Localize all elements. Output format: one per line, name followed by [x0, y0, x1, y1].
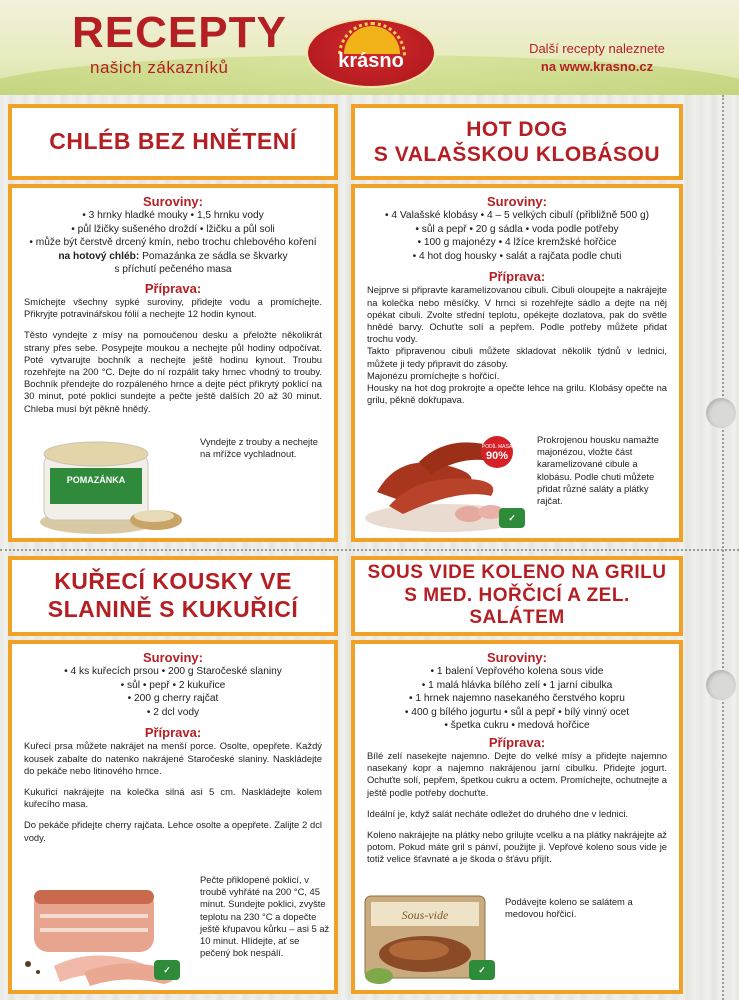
spread-on-toast: [134, 510, 174, 522]
recipe-title: CHLÉB BEZ HNĚTENÍ: [49, 128, 297, 155]
ingredient-line: • 4 Valašské klobásy • 4 – 5 velkých cibulí (přibližně 500 g): [384, 210, 650, 221]
ingredient-line: • 3 hrnky hladké mouky • 1,5 hrnku vody: [82, 210, 264, 221]
ingredient-line: • 4 ks kuřecích prsou • 200 g Staročeské slaniny: [64, 666, 282, 677]
prep-paragraph: Smíchejte všechny sypké suroviny, přidejte vodu a promíchejte. Přikryjte potravinářskou fólií a nechejte 12 hodin kynout.: [24, 295, 322, 320]
quality-seal-icon: ✓: [154, 960, 180, 980]
badge-caption: PODÍL MASA: [481, 444, 513, 450]
more-recipes-link[interactable]: na www.krasno.cz: [540, 59, 654, 74]
prep-paragraph: Bílé zelí nasekejte najemno. Dejte do velké mísy a přidejte najemno nasekaný kopr a najemno nakrájenou jarní cibulku. Přidejte jogurt. Ochuťte solí, pepřem, špetkou cukru a octem. Promíchejte, ochutnejte a ještě podle potřeby dochuťte.: [367, 749, 667, 798]
salad-leaves: [365, 968, 393, 984]
prep-paragraph: Housky na hot dog prokrojte a opečte lehce na grilu. Klobásy opečte na grilu, pěkně dokřupava.: [367, 382, 667, 406]
ingredients-heading: Suroviny:: [487, 194, 547, 209]
recipe-title-box: [8, 556, 338, 636]
prep-text: [24, 740, 322, 843]
tub-lid: [44, 442, 148, 466]
prep-paragraph: Nejprve si připravte karamelizovanou cibuli. Cibuli oloupejte a nakrájejte na kolečka nebo měsíčky. V hrnci si rozehřejte sádlo a dejte na něj opékat cibuli. Zvolte střední teplotu, opékejte dozlatova, pak do světle hnědé barvy. Ochuťte solí a pepřem. Podle potřeby můžete přidat trochu vody.: [367, 284, 667, 345]
page-subtitle: našich zákazníků: [90, 58, 229, 77]
ingredient-line: • 400 g bílého jogurtu • sůl a pepř • bílý vinný ocet: [404, 706, 630, 718]
ingredients-heading: Suroviny:: [487, 650, 547, 665]
perforation-vertical: [722, 95, 724, 1000]
ingredient-line: • 1 malá hlávka bílého zelí • 1 jarní cibulka: [421, 679, 613, 691]
ingredient-line: • 1 hrnek najemno nasekaného čerstvého kopru: [409, 693, 625, 705]
prep-heading: Příprava:: [144, 725, 202, 741]
ingredient-label: na hotový chléb:: [58, 250, 140, 262]
quality-seal-icon: ✓: [469, 960, 495, 980]
prep-paragraph: Takto připravenou cibuli můžete skladovat několik týdnů v lednici, můžete ji tedy připravit do zásoby.: [367, 345, 667, 369]
pepper-grain: [25, 961, 31, 967]
prep-paragraph: Koleno nakrájejte na plátky nebo grilujte vcelku a na plátky nakrájejte až potom. Pokud máte gril s pánví, použijte ji. Vepřové koleno sous vide je totiž velice šťavnaté a je škoda o šťávu přijít.: [367, 828, 667, 865]
prep-paragraph: Majonézu promíchejte s hořčicí.: [367, 369, 500, 381]
recipe-title: SOUS VIDE KOLENO NA GRILU: [367, 561, 667, 583]
more-recipes-note: [502, 40, 692, 76]
ingredient-line: • 100 g majonézy • 4 lžíce kremžské hořčice: [417, 237, 617, 249]
ingredient-line: • 4 hot dog housky • salát a rajčata podle chuti: [412, 250, 622, 262]
recipe-side-note: Prokrojenou housku namažte majonézou, vložte část karamelizované cibule a klobásu. Podle chuti můžete přidat různé saláty a plátky rajčat.: [537, 434, 659, 507]
recipe-side-note: Pečte přiklopené poklicí, v troubě vyhřáté na 200 °C, 45 minut. Sundejte poklici, zvyšte teplotu na 230 °C a dopečte ještě křupavou kůrku – asi 5 až 10 minut. Hlídejte, ať se pečený bok nespálí.: [200, 874, 330, 959]
quality-seal-icon: ✓: [499, 508, 525, 528]
prep-paragraph: Kukuřici nakrájejte na kolečka silná asi 5 cm. Naskládejte kolem kuřecího masa.: [24, 785, 322, 810]
badge-value: 90%: [485, 450, 509, 462]
more-recipes-line1: Další recepty naleznete: [529, 41, 665, 56]
brand-logo: [306, 18, 436, 88]
pork-knuckle-highlight: [389, 940, 449, 960]
prep-text: [367, 284, 667, 406]
recipe-side-note: Vyndejte z trouby a nechejte na mřížce vychladnout.: [200, 436, 318, 460]
ingredient-line: • 2 dcl vody: [146, 706, 200, 718]
prep-text: [24, 296, 322, 415]
prep-heading: Příprava:: [144, 280, 202, 296]
prep-heading: Příprava:: [488, 269, 546, 285]
ingredient-line: • může být čerstvě drcený kmín, nebo trochu chlebového koření: [29, 237, 317, 249]
recipe-title: KUŘECÍ KOUSKY VE: [54, 568, 292, 595]
ingredients-heading: Suroviny:: [143, 650, 203, 665]
ingredient-line: • půl lžičky sušeného droždí • lžičku a půl soli: [71, 223, 275, 235]
page-header: [0, 0, 739, 95]
ingredients-list: [24, 665, 322, 719]
prep-paragraph: Do pekáče přidejte cherry rajčata. Lehce osolte a opepřete. Zalijte 2 dcl vody.: [24, 819, 322, 843]
ingredients-list: [24, 209, 322, 277]
ingredient-line: [24, 250, 322, 264]
ingredient-line: • sůl • pepř • 2 kukuřice: [120, 679, 226, 691]
prep-heading: Příprava:: [488, 734, 546, 750]
ingredient-line: s příchutí pečeného masa: [114, 264, 232, 276]
tub-label: [50, 468, 142, 504]
brand-name: krásno: [338, 50, 404, 72]
binder-hole: [706, 670, 736, 700]
ingredient-line: • 200 g cherry rajčat: [127, 693, 219, 705]
tub-label-text: POMAZÁNKA: [66, 475, 126, 485]
product-photo-spread: [36, 438, 186, 538]
recipe-title-box: [351, 104, 683, 180]
pepper-grain: [36, 970, 40, 974]
recipe-side-note: Podávejte koleno se salátem a medovou hořčicí.: [505, 896, 633, 920]
recipe-card-hotdog: [351, 104, 683, 542]
page-title: RECEPTY: [72, 8, 287, 57]
recipe-card-bread: [8, 104, 338, 542]
prep-paragraph: Těsto vyndejte z mísy na pomoučenou desku a přeložte několikrát strany přes sebe. Posypejte moukou a nechejte půl hodiny odpočívat. Poté vytvarujte bochník a nechejte ještě hodinu kynout. Troubu rozehřejte na 200 °C. Dejte do ní rozpálit taky hrnec vhodný to trouby. Bochník přendejte do rozpáleného hrnce a dejte péct přikrytý poklicí na 30 minut, poté poklici sundejte a pečte ještě dalších 20 až 30 minut. Chleba musí být pěkně hnědý.: [24, 329, 322, 414]
binder-hole: [706, 398, 736, 428]
ingredients-list: [367, 209, 667, 263]
recipe-title-line2: S VALAŠSKOU KLOBÁSOU: [373, 143, 661, 166]
prep-paragraph: Kuřecí prsa můžete nakrájet na menší porce. Osolte, opepřete. Každý kousek zabalte do natenko nakrájené Staročeské slaniny. Naskládejte do pekáče nebo litinového hrnce.: [24, 740, 322, 776]
ingredients-list: [367, 665, 667, 733]
ingredient-text: Pomazánka ze sádla se škvarky: [142, 250, 288, 262]
ingredient-line: • špetka cukru • medová hořčice: [444, 720, 590, 732]
ingredient-line: • sůl a pepř • 20 g sádla • voda podle potřeby: [415, 223, 619, 235]
recipe-title-line2: S MED. HOŘČICÍ A ZEL. SALÁTEM: [404, 584, 630, 629]
recipe-title-line2: SLANINĚ S KUKUŘICÍ: [47, 596, 299, 622]
recipe-title-box: [8, 104, 338, 180]
prep-paragraph: Ideální je, když salát necháte odležet do druhého dne v lednici.: [367, 807, 629, 819]
ingredients-heading: Suroviny:: [143, 194, 203, 209]
recipe-title-box: [351, 556, 683, 636]
recipe-title: HOT DOG: [466, 117, 568, 141]
prep-text: [367, 750, 667, 866]
bacon-rind: [34, 890, 154, 904]
recipe-card-sousvide: [351, 556, 683, 994]
box-label-text: Sous-vide: [401, 908, 449, 922]
perforation-horizontal: [0, 549, 739, 551]
recipe-card-chicken: [8, 556, 338, 994]
ingredient-line: • 1 balení Vepřového kolena sous vide: [430, 666, 604, 677]
